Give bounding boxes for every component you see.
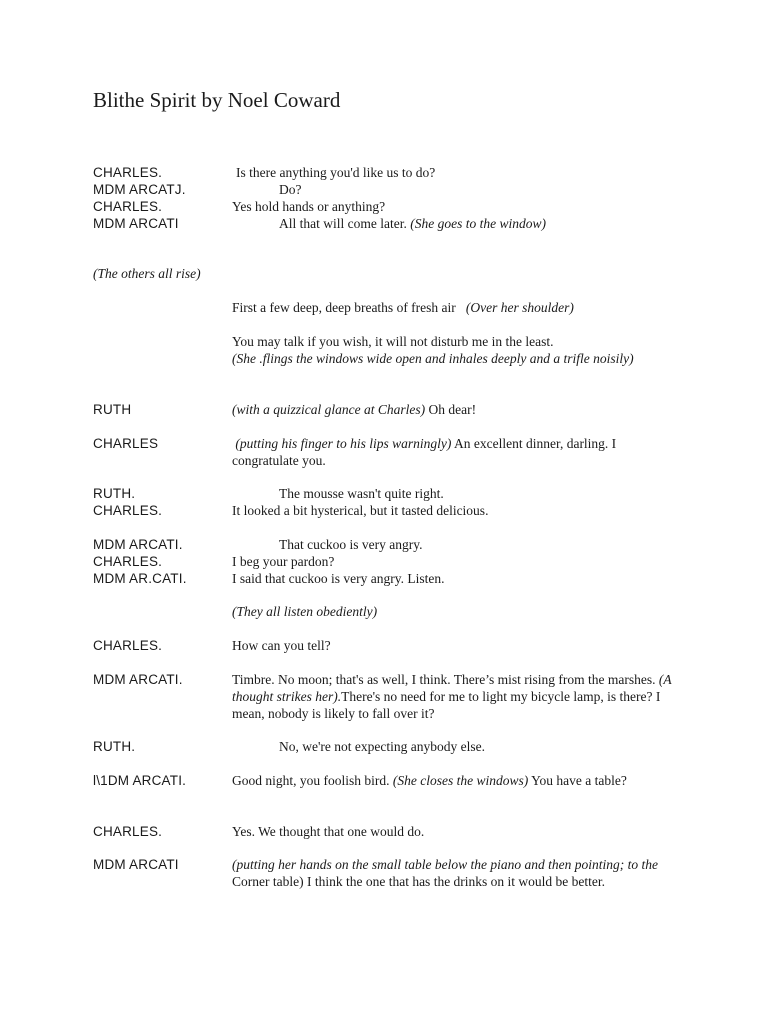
- dialogue-line: Is there anything you'd like us to do?: [236, 165, 436, 180]
- dialogue-text: First a few deep, deep breaths of fresh air: [232, 300, 456, 315]
- speaker-charles: CHARLES.: [93, 554, 163, 569]
- speaker-mdm-arcati: MDM ARCATJ.: [93, 182, 186, 197]
- dialogue-text: I think the one that has the drinks on it would be better.: [306, 874, 606, 889]
- dialogue-line: [279, 215, 679, 232]
- stage-direction: (Over her shoulder): [465, 300, 574, 315]
- dialogue-line: You may talk if you wish, it will not disturb me in the least.: [232, 334, 554, 349]
- dialogue-line: [232, 856, 672, 890]
- dialogue-line: Yes. We thought that one would do.: [232, 824, 425, 839]
- dialogue-line: [232, 299, 682, 316]
- speaker-ruth: RUTH.: [93, 739, 136, 754]
- dialogue-line: I beg your pardon?: [232, 554, 335, 569]
- speaker-mdm-arcati: MDM ARCATI.: [93, 672, 183, 687]
- dialogue-line: No, we're not expecting anybody else.: [279, 739, 485, 754]
- dialogue-line: It looked a bit hysterical, but it tasted delicious.: [232, 503, 489, 518]
- speaker-mdm-arcati: MDM AR.CATI.: [93, 571, 187, 586]
- dialogue-text: Good night, you foolish bird.: [232, 773, 390, 788]
- dialogue-line: Do?: [279, 182, 302, 197]
- speaker-mdm-arcati: l\1DM ARCATI.: [93, 773, 187, 788]
- dialogue-text: Corner table): [232, 874, 304, 889]
- dialogue-text: Oh dear!: [428, 402, 477, 417]
- dialogue-text: There's no need for me to light my bicycle lamp, is there? I mean, nobody is likely to fall over it?: [232, 689, 661, 721]
- dialogue-line: The mousse wasn't quite right.: [279, 486, 444, 501]
- stage-direction: (A thought strikes her).: [232, 672, 672, 704]
- speaker-mdm-arcati: MDM ARCATI.: [93, 537, 183, 552]
- dialogue-line: [232, 401, 682, 418]
- dialogue-line: Yes hold hands or anything?: [232, 199, 386, 214]
- dialogue-text: You have a table?: [531, 773, 627, 788]
- speaker-mdm-arcati: MDM ARCATI: [93, 857, 179, 872]
- speaker-ruth: RUTH.: [93, 486, 136, 501]
- speaker-mdm-arcati: MDM ARCATI: [93, 216, 179, 231]
- dialogue-line: I said that cuckoo is very angry. Listen.: [232, 571, 445, 586]
- dialogue-line: [232, 435, 684, 469]
- dialogue-text: All that will come later.: [279, 216, 407, 231]
- stage-direction: (putting her hands on the small table below the piano and then pointing; to the: [232, 857, 658, 872]
- stage-direction: (with a quizzical glance at Charles): [232, 402, 426, 417]
- dialogue-line: How can you tell?: [232, 638, 331, 653]
- speaker-charles: CHARLES.: [93, 199, 163, 214]
- speaker-charles: CHARLES.: [93, 165, 163, 180]
- dialogue-text: An excellent dinner, darling. I congratulate you.: [232, 436, 617, 468]
- dialogue-line: [232, 772, 657, 789]
- stage-direction: (She goes to the window): [410, 216, 546, 231]
- stage-direction: (putting his finger to his lips warningly): [235, 436, 452, 451]
- dialogue-line: [232, 671, 672, 722]
- stage-direction: (She .flings the windows wide open and inhales deeply and a trifle noisily): [232, 351, 634, 366]
- speaker-charles: CHARLES.: [93, 638, 163, 653]
- dialogue-text: Timbre. No moon; that's as well, I think. There’s mist rising from the marshes.: [232, 672, 656, 687]
- dialogue-line: That cuckoo is very angry.: [279, 537, 423, 552]
- speaker-charles: CHARLES.: [93, 503, 163, 518]
- speaker-charles: CHARLES.: [93, 824, 163, 839]
- stage-direction: (The others all rise): [93, 266, 201, 281]
- stage-direction: (They all listen obediently): [232, 604, 378, 619]
- stage-direction: (She closes the windows): [392, 773, 529, 788]
- speaker-ruth: RUTH: [93, 402, 132, 417]
- speaker-charles: CHARLES: [93, 436, 159, 451]
- document-title: Blithe Spirit by Noel Coward: [93, 88, 341, 112]
